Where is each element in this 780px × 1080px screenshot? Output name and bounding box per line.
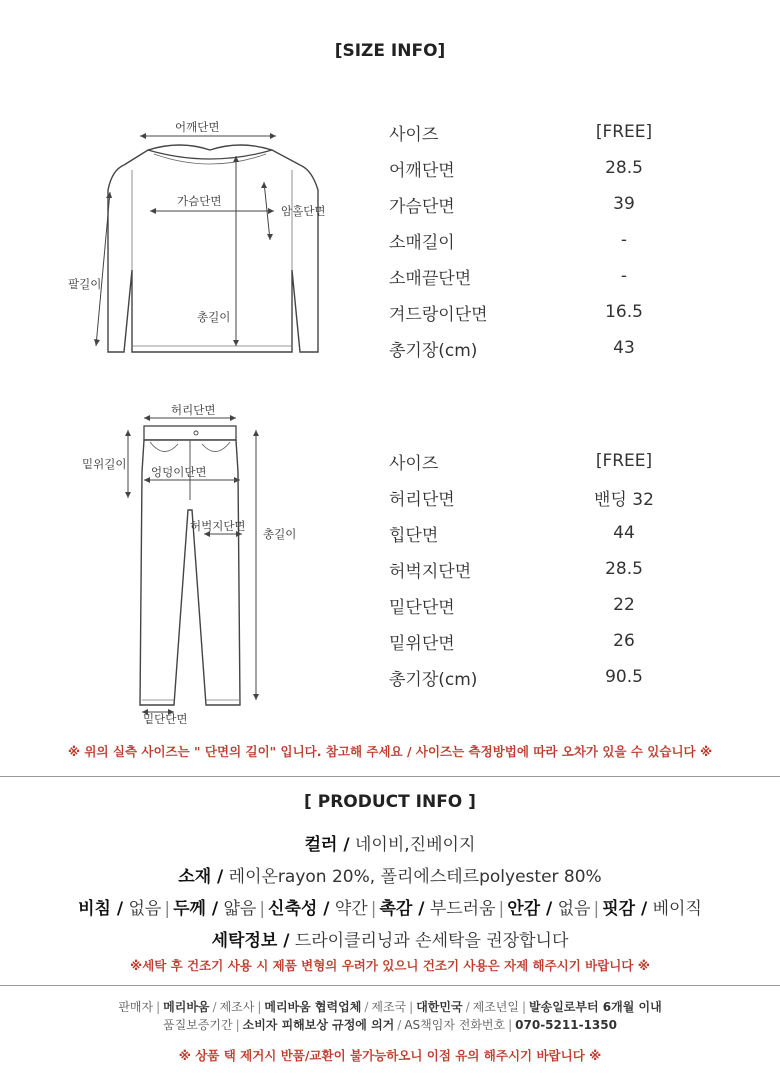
row-value: 44 xyxy=(613,523,635,543)
pants-label-thigh: 허벅지단면 xyxy=(190,519,246,533)
bottom-size-table xyxy=(389,443,689,695)
top-label-sleeve: 팔길이 xyxy=(68,277,102,291)
footer-value: 070-5211-1350 xyxy=(515,1018,617,1032)
footer-key: AS책임자 전화번호 xyxy=(404,1018,506,1032)
attr-value: 부드러움 xyxy=(424,899,496,919)
footer-line-2: 품질보증기간 | 소비자 피해보상 규정에 의거 / AS책임자 전화번호 | 070-5211-1350 xyxy=(163,1018,617,1032)
pants-label-hem: 밑단단면 xyxy=(143,712,188,726)
row-value: 28.5 xyxy=(605,559,643,579)
row-label: 총기장(cm) xyxy=(389,340,478,361)
pants-diagram xyxy=(80,400,320,720)
footer-value: 메리바움 xyxy=(163,1000,210,1014)
footer-value: 소비자 피해보상 규정에 의거 xyxy=(242,1018,395,1032)
row-label: 소매길이 xyxy=(389,232,455,253)
row-value: 22 xyxy=(613,595,635,615)
table-row xyxy=(389,330,689,366)
row-value: 39 xyxy=(613,194,635,214)
row-value: - xyxy=(620,266,628,286)
divider xyxy=(0,776,780,777)
wash-value: 드라이클리닝과 손세탁을 권장합니다 xyxy=(289,931,569,951)
row-label: 소매끝단면 xyxy=(389,268,472,289)
pants-label-hip: 엉덩이단면 xyxy=(151,465,207,479)
attr-value: 얇음 xyxy=(218,899,257,919)
row-label: 허리단면 xyxy=(389,489,455,510)
footer-notice: ※ 상품 택 제거시 반품/교환이 불가능하오니 이점 유의 해주시기 바랍니다 ※ xyxy=(178,1048,602,1063)
attr-label: 두께 / xyxy=(173,899,219,919)
table-row xyxy=(389,659,689,695)
row-label: 밑단단면 xyxy=(389,597,455,618)
wash-line xyxy=(0,926,780,951)
top-label-chest: 가슴단면 xyxy=(177,194,222,208)
color-label: 컬러 / xyxy=(304,835,350,855)
footer-line-1: 판매자 | 메리바움 / 제조사 | 메리바움 협력업체 / 제조국 | 대한민국 / 제조년일 | 발송일로부터 6개월 이내 xyxy=(118,1000,662,1014)
footer-key: 제조국 xyxy=(371,1000,407,1014)
table-row xyxy=(389,294,689,330)
footer-key: 제조년일 xyxy=(472,1000,519,1014)
pants-label-waist: 허리단면 xyxy=(171,403,216,417)
wash-notice: ※세탁 후 건조기 사용 시 제품 변형의 우려가 있으니 건조기 사용은 자제 해주시기 바랍니다 ※ xyxy=(130,958,650,973)
size-notice: ※ 위의 실측 사이즈는 " 단면의 길이" 입니다. 참고해 주세요 / 사이즈는 측정방법에 따라 오차가 있을 수 있습니다 ※ xyxy=(67,744,713,759)
material-value: 레이온rayon 20%, 폴리에스테르polyester 80% xyxy=(223,867,602,887)
row-value: 26 xyxy=(613,631,635,651)
attr-label: 신축성 / xyxy=(268,899,330,919)
table-row xyxy=(389,258,689,294)
footer-value: 메리바움 협력업체 xyxy=(264,1000,362,1014)
row-label: 사이즈 xyxy=(389,124,439,145)
table-row xyxy=(389,150,689,186)
row-value: 밴딩 32 xyxy=(594,489,654,510)
color-line xyxy=(0,830,780,855)
row-value: [FREE] xyxy=(595,122,653,142)
table-row xyxy=(389,443,689,479)
attr-label: 촉감 / xyxy=(379,899,425,919)
attributes-line xyxy=(0,894,780,919)
attr-label: 핏감 / xyxy=(602,899,648,919)
row-label: 가슴단면 xyxy=(389,196,455,217)
row-label: 밑위단면 xyxy=(389,633,455,654)
footer-key: 제조사 xyxy=(219,1000,255,1014)
footer-value: 발송일로부터 6개월 이내 xyxy=(529,1000,662,1014)
pants-label-rise: 밑위길이 xyxy=(82,457,127,471)
separator: | xyxy=(593,899,600,919)
separator: | xyxy=(259,899,266,919)
wash-label: 세탁정보 / xyxy=(211,931,290,951)
table-row xyxy=(389,551,689,587)
size-info-title: [SIZE INFO] xyxy=(334,41,446,61)
top-label-length: 총길이 xyxy=(197,310,231,324)
table-row xyxy=(389,222,689,258)
table-row xyxy=(389,587,689,623)
table-row xyxy=(389,479,689,515)
color-value: 네이비,진베이지 xyxy=(349,835,476,855)
table-row xyxy=(389,623,689,659)
divider xyxy=(0,985,780,986)
row-value: 90.5 xyxy=(605,667,643,687)
table-row xyxy=(389,515,689,551)
attr-value: 베이직 xyxy=(647,899,702,919)
row-value: 28.5 xyxy=(605,158,643,178)
footer-value: 대한민국 xyxy=(416,1000,463,1014)
top-label-armhole: 암홀단면 xyxy=(281,204,326,218)
pants-label-length: 총길이 xyxy=(263,527,297,541)
row-label: 허벅지단면 xyxy=(389,561,472,582)
top-size-table xyxy=(389,114,689,366)
attr-label: 안감 / xyxy=(507,899,553,919)
attr-value: 약간 xyxy=(329,899,368,919)
row-value: - xyxy=(620,230,628,250)
table-row xyxy=(389,114,689,150)
separator: | xyxy=(164,899,171,919)
table-row xyxy=(389,186,689,222)
row-label: 겨드랑이단면 xyxy=(389,304,488,325)
row-value: 16.5 xyxy=(605,302,643,322)
top-label-shoulder: 어깨단면 xyxy=(175,120,220,134)
material-label: 소재 / xyxy=(178,867,224,887)
attr-label: 비침 / xyxy=(78,899,124,919)
material-line xyxy=(0,862,780,887)
row-label: 힙단면 xyxy=(389,525,439,546)
row-label: 어깨단면 xyxy=(389,160,455,181)
row-label: 사이즈 xyxy=(389,453,439,474)
separator: | xyxy=(370,899,377,919)
row-value: [FREE] xyxy=(595,451,653,471)
product-info-title: [ PRODUCT INFO ] xyxy=(304,792,476,812)
row-label: 총기장(cm) xyxy=(389,669,478,690)
separator: | xyxy=(498,899,505,919)
top-diagram xyxy=(60,110,360,370)
attr-value: 없음 xyxy=(123,899,162,919)
attr-value: 없음 xyxy=(552,899,591,919)
footer-key: 판매자 xyxy=(118,1000,154,1014)
row-value: 43 xyxy=(613,338,635,358)
footer-key: 품질보증기간 xyxy=(163,1018,233,1032)
